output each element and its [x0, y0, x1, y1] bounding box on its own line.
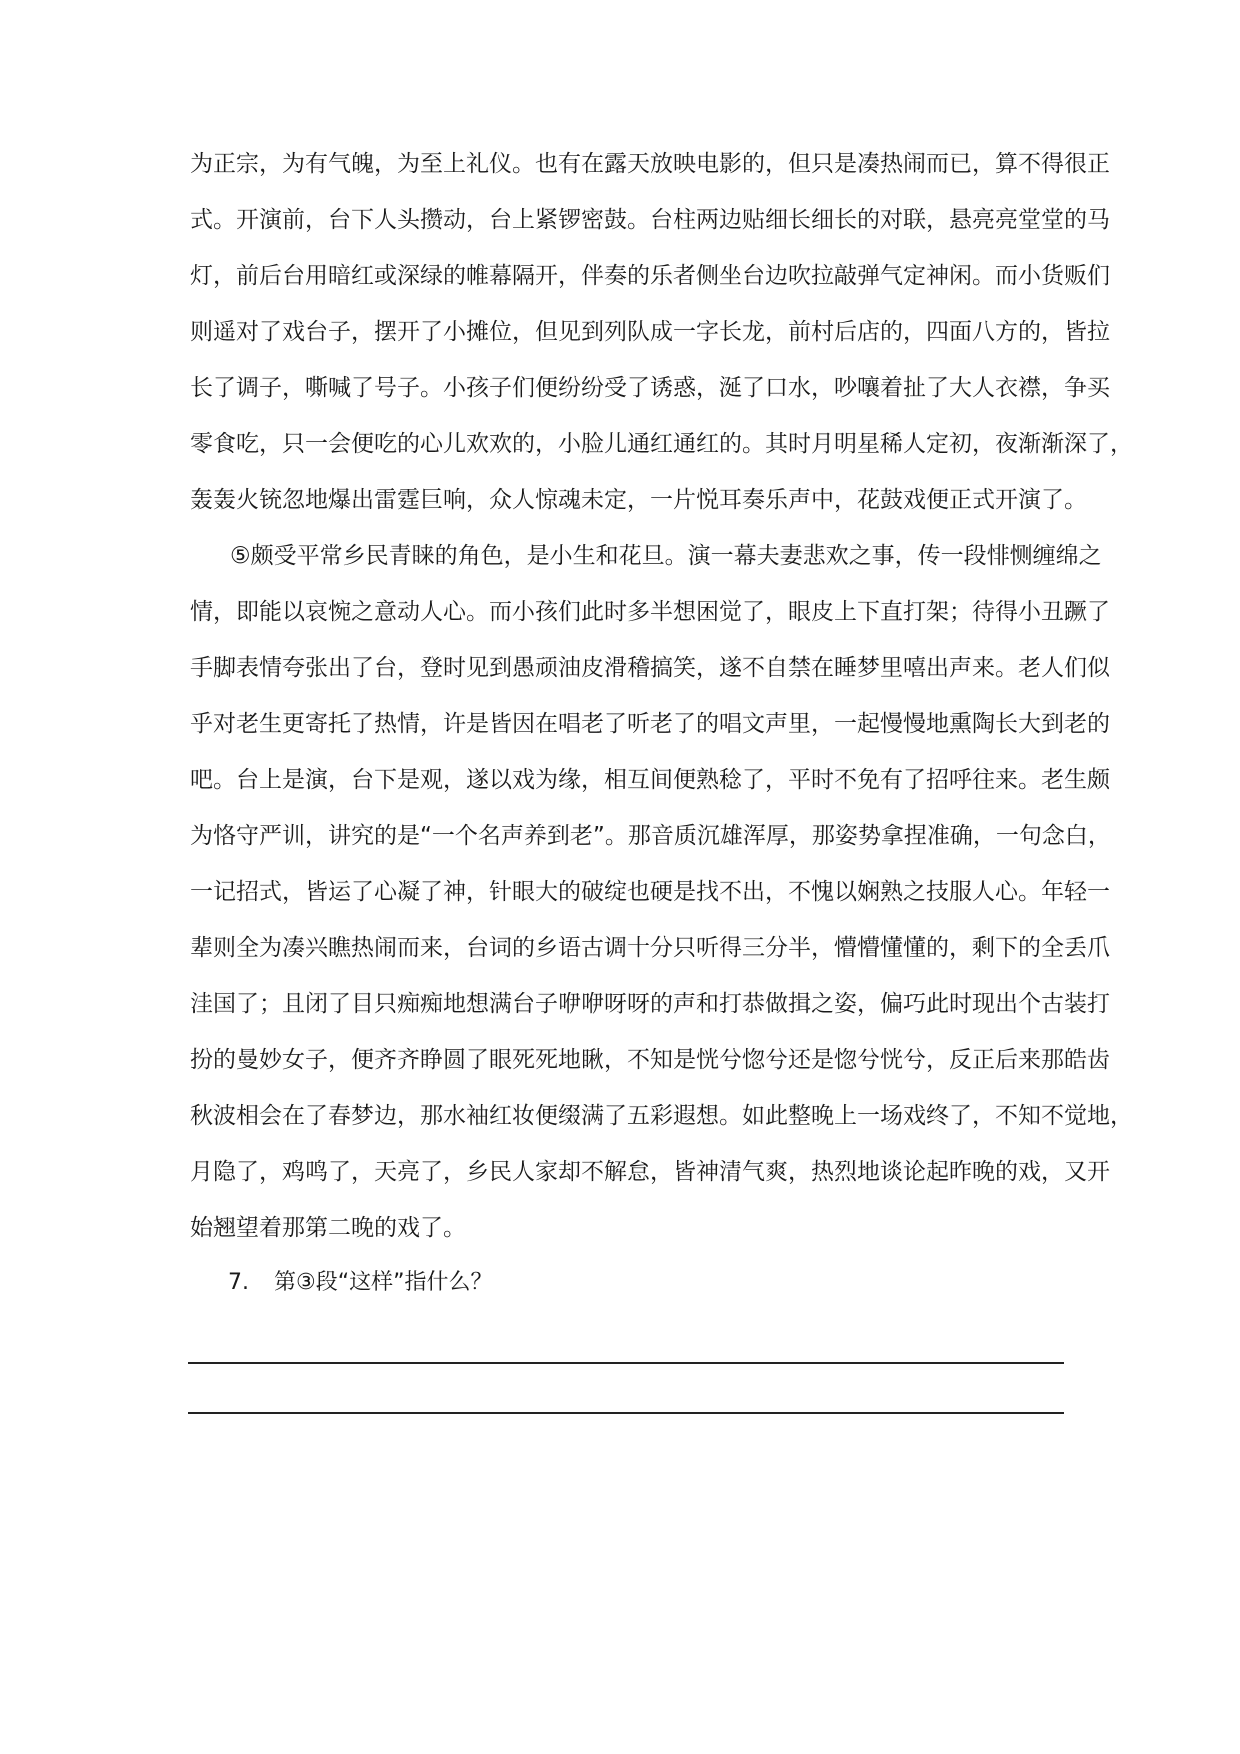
paragraph-5-start: ⑤颇受平常乡民青睐的角色，是小生和花旦。演一幕夫妻悲欢之事，传一段悱恻缠绵之: [230, 543, 1102, 569]
passage-line: 月隐了，鸡鸣了，天亮了，乡民人家却不解怠，皆神清气爽，热烈地谈论起昨晚的戏，又开: [190, 1159, 1110, 1185]
passage-line: 乎对老生更寄托了热情，许是皆因在唱老了听老了的唱文声里，一起慢慢地熏陶长大到老的: [190, 711, 1110, 737]
passage-line: 始翘望着那第二晚的戏了。: [190, 1215, 466, 1241]
question-text: 第③段“这样”指什么？: [274, 1270, 493, 1295]
passage-line: 扮的曼妙女子，便齐齐睁圆了眼死死地瞅，不知是恍兮惚兮还是惚兮恍兮，反正后来那皓齿: [190, 1047, 1110, 1073]
passage-line: 情，即能以哀惋之意动人心。而小孩们此时多半想困觉了，眼皮上下直打架；待得小丑蹶了: [190, 599, 1110, 625]
passage-line: 零食吃，只一会便吃的心儿欢欢的，小脸儿通红通红的。其时月明星稀人定初，夜渐渐深了，: [190, 431, 1133, 457]
passage-line: 辈则全为凑兴瞧热闹而来，台词的乡语古调十分只听得三分半，懵懵懂懂的，剩下的全丢爪: [190, 935, 1110, 961]
passage-line: 手脚表情夸张出了台，登时见到愚顽油皮滑稽搞笑，遂不自禁在睡梦里嘻出声来。老人们似: [190, 655, 1110, 681]
passage-line: 秋波相会在了春梦边，那水袖红妆便缀满了五彩遐想。如此整晚上一场戏终了，不知不觉地，: [190, 1103, 1133, 1129]
passage-line: 一记招式，皆运了心凝了神，针眼大的破绽也硬是找不出，不愧以娴熟之技服人心。年轻一: [190, 879, 1110, 905]
passage-line: 为正宗，为有气魄，为至上礼仪。也有在露天放映电影的，但只是凑热闹而已，算不得很正: [190, 151, 1110, 177]
passage-line: 则遥对了戏台子，摆开了小摊位，但见到列队成一字长龙，前村后店的，四面八方的，皆拉: [190, 319, 1110, 345]
question-7: [228, 1268, 493, 1298]
passage-line: 长了调子，嘶喊了号子。小孩子们便纷纷受了诱惑，涎了口水，吵嚷着扯了大人衣襟，争买: [190, 375, 1110, 401]
passage-line: 式。开演前，台下人头攒动，台上紧锣密鼓。台柱两边贴细长细长的对联，悬亮亮堂堂的马: [190, 207, 1110, 233]
passage-line: 灯，前后台用暗红或深绿的帷幕隔开，伴奏的乐者侧坐台边吹拉敲弹气定神闲。而小货贩们: [190, 263, 1110, 289]
passage-line: 为恪守严训，讲究的是“一个名声养到老”。那音质沉雄浑厚，那姿势拿捏准确，一句念白，: [190, 823, 1111, 849]
passage-line: 轰轰火铳忽地爆出雷霆巨响，众人惊魂未定，一片悦耳奏乐声中，花鼓戏便正式开演了。: [190, 487, 1087, 513]
passage-line: 洼国了；且闭了目只痴痴地想满台子咿咿呀呀的声和打恭做揖之姿，偏巧此时现出个古装打: [190, 991, 1110, 1017]
answer-line[interactable]: [188, 1412, 1064, 1414]
question-number: 7.: [228, 1270, 249, 1295]
answer-line[interactable]: [188, 1362, 1064, 1364]
passage-line: 吧。台上是演，台下是观，遂以戏为缘，相互间便熟稔了，平时不免有了招呼往来。老生颇: [190, 767, 1110, 793]
